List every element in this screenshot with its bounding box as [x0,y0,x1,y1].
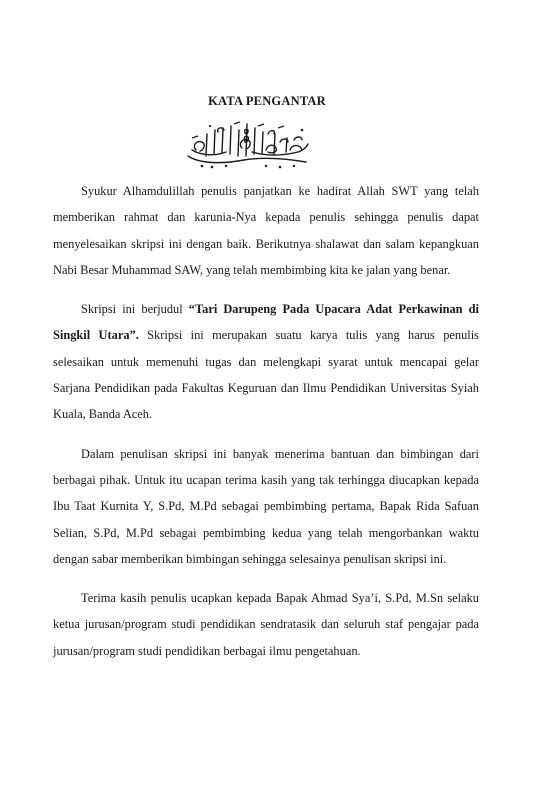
paragraph-acknowledgement-supervisors: Dalam penulisan skripsi ini banyak menerima bantuan dan bimbingan dari berbagai pihak. Untuk itu ucapan terima kasih yang tak terhingga diucapkan kepada Ibu Taat Kurnita Y, S.Pd, M.Pd sebagai pembimbing pertama, Bapak Rida Safuan Selian, S.Pd, M.Pd sebagai pembimbing kedua yang telah mengorbankan waktu dengan sabar memberikan bimbingan sehingga selesainya penulisan skripsi ini. [53,446,479,566]
page-title: KATA PENGANTAR [208,94,326,108]
paragraph-title-of-thesis [53,296,479,427]
thesis-title: “Tari Darupeng Pada Upacara Adat Perkawinan di Singkil Utara”. [53,302,479,343]
paragraph-acknowledgement-department: Terima kasih penulis ucapkan kepada Bapak Ahmad Sya’i, S.Pd, M.Sn selaku ketua jurusan/program studi pendidikan sendratasik dan seluruh staf pengajar pada jurusan/program studi pendidikan berbagai ilmu pengetahuan. [53,591,479,658]
paragraph-text: Skripsi ini berjudul [81,302,189,317]
document-body [53,178,479,677]
paragraph-opening: Syukur Alhamdulillah penulis panjatkan ke hadirat Allah SWT yang telah memberikan rahmat dan karunia-Nya kepada penulis sehingga penulis dapat menyelesaikan skripsi ini dengan baik. Berikutnya shalawat dan salam kepangkuan Nabi Besar Muhammad SAW, yang telah membimbing kita ke jalan yang benar. [53,184,479,277]
paragraph-text: Skripsi ini merupakan suatu karya tulis yang harus penulis selesaikan untuk memenuhi tugas dan melengkapi syarat untuk mencapai gelar Sarjana Pendidikan pada Fakultas Keguruan dan Ilmu Pendidikan Universitas Syiah Kuala, Banda Aceh. [53,328,479,422]
bismillah-calligraphy [182,120,314,172]
